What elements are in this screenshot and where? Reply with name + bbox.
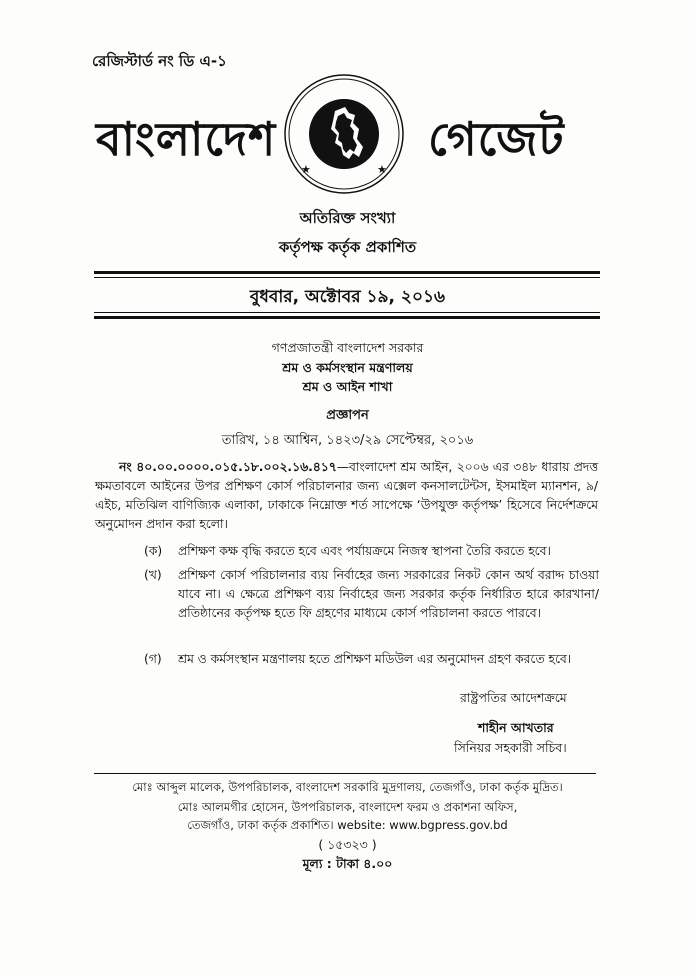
footer-serial-number: ( ১৫৩২৩ ) <box>318 837 377 852</box>
header-rule-thin <box>94 277 600 278</box>
date-rule-thick <box>94 316 600 319</box>
issue-date: বুধবার, অক্টোবর ১৯, ২০১৬ <box>249 287 446 307</box>
registration-number: রেজিস্টার্ড নং ডি এ-১ <box>92 52 227 70</box>
condition-marker: (ক) <box>144 544 163 558</box>
footer-published-by: মোঃ আলমগীর হোসেন, উপপরিচালক, বাংলাদেশ ফরম ও প্রকাশনা অফিস, <box>177 800 518 814</box>
notice-body-text: —বাংলাদেশ শ্রম আইন, ২০০৬ এর ৩৪৮ ধারায় প্রদত্ত ক্ষমতাবলে আইনের উপর প্রশিক্ষণ কোর্স পরিচালনার জন্য এক্সেল কনসালটেন্টস, ইসমাইল ম্যানশন, ৯/এইচ, মতিঝিল বাণিজ্যিক এলাকা, ঢাকাকে নিম্নোক্ত শর্ত সাপেক্ষে ‘উপযুক্ত কর্তৃপক্ষ’ হিসেবে নির্দেশক্রমে অনুমোদন প্রদান করা হলো। <box>95 460 599 531</box>
masthead-title-right: গেজেট <box>428 112 565 166</box>
issue-publisher-label: কর্তৃপক্ষ কর্তৃক প্রকাশিত <box>278 238 417 256</box>
footer-price: মূল্য : টাকা ৪.০০ <box>302 856 393 871</box>
order-by-president: রাষ্ট্রপতির আদেশক্রমে <box>460 690 567 705</box>
notice-body <box>95 458 598 534</box>
government-name: গণপ্রজাতন্ত্রী বাংলাদেশ সরকার <box>271 340 424 355</box>
signatory-name: শাহীন আখতার <box>478 720 554 735</box>
condition-text: প্রশিক্ষণ কোর্স পরিচালনার ব্যয় নির্বাহের জন্য সরকারের নিকট কোন অর্থ বরাদ্দ চাওয়া যাবে না। এ ক্ষেত্রে প্রশিক্ষণ ব্যয় নির্বাহের জন্য সরকার কর্তৃক নির্ধারিত হারে কারখানা/প্রতিষ্ঠানের কর্তৃপক্ষ হতে ফি গ্রহণের মাধ্যমে কোর্স পরিচালনা করতে পারবে। <box>178 568 599 620</box>
condition-text: প্রশিক্ষণ কক্ষ বৃদ্ধি করতে হবে এবং পর্যায়ক্রমে নিজস্ব স্থাপনা তৈরি করতে হবে। <box>178 544 551 558</box>
condition-item <box>144 650 599 669</box>
header-rule-thick <box>94 271 600 274</box>
condition-marker: (খ) <box>144 568 162 582</box>
svg-text:★: ★ <box>377 163 387 176</box>
condition-marker: (গ) <box>144 652 162 666</box>
footer-rule <box>94 773 596 774</box>
condition-text: শ্রম ও কর্মসংস্থান মন্ত্রণালয় হতে প্রশিক্ষণ মডিউল এর অনুমোদন গ্রহণ করতে হবে। <box>178 652 572 666</box>
notice-number: নং ৪০.০০.০০০০.০১৫.১৮.০০২.১৬.৪১৭ <box>119 460 337 474</box>
condition-item <box>144 542 599 561</box>
branch-name: শ্রম ও আইন শাখা <box>302 379 393 394</box>
issue-extra-label: অতিরিক্ত সংখ্যা <box>299 209 396 227</box>
notice-title: প্রজ্ঞাপন <box>326 408 369 423</box>
footer-printed-by: মোঃ আব্দুল মালেক, উপপরিচালক, বাংলাদেশ সরকারি মুদ্রণালয়, তেজগাঁও, ঢাকা কর্তৃক মুদ্রিত। <box>132 780 563 794</box>
footer-published-location: তেজগাঁও, ঢাকা কর্তৃক প্রকাশিত। website: www.bgpress.gov.bd <box>187 818 508 832</box>
ministry-name: শ্রম ও কর্মসংস্থান মন্ত্রণালয় <box>282 360 413 375</box>
notice-date: তারিখ, ১৪ আশ্বিন, ১৪২৩/২৯ সেপ্টেম্বর, ২০১৬ <box>221 433 474 448</box>
government-seal-icon <box>283 73 405 195</box>
svg-text:★: ★ <box>301 163 311 176</box>
masthead-title-left: বাংলাদেশ <box>96 112 277 166</box>
date-rule-thin <box>94 312 600 313</box>
condition-item <box>144 566 599 623</box>
signatory-title: সিনিয়র সহকারী সচিব। <box>454 740 567 755</box>
